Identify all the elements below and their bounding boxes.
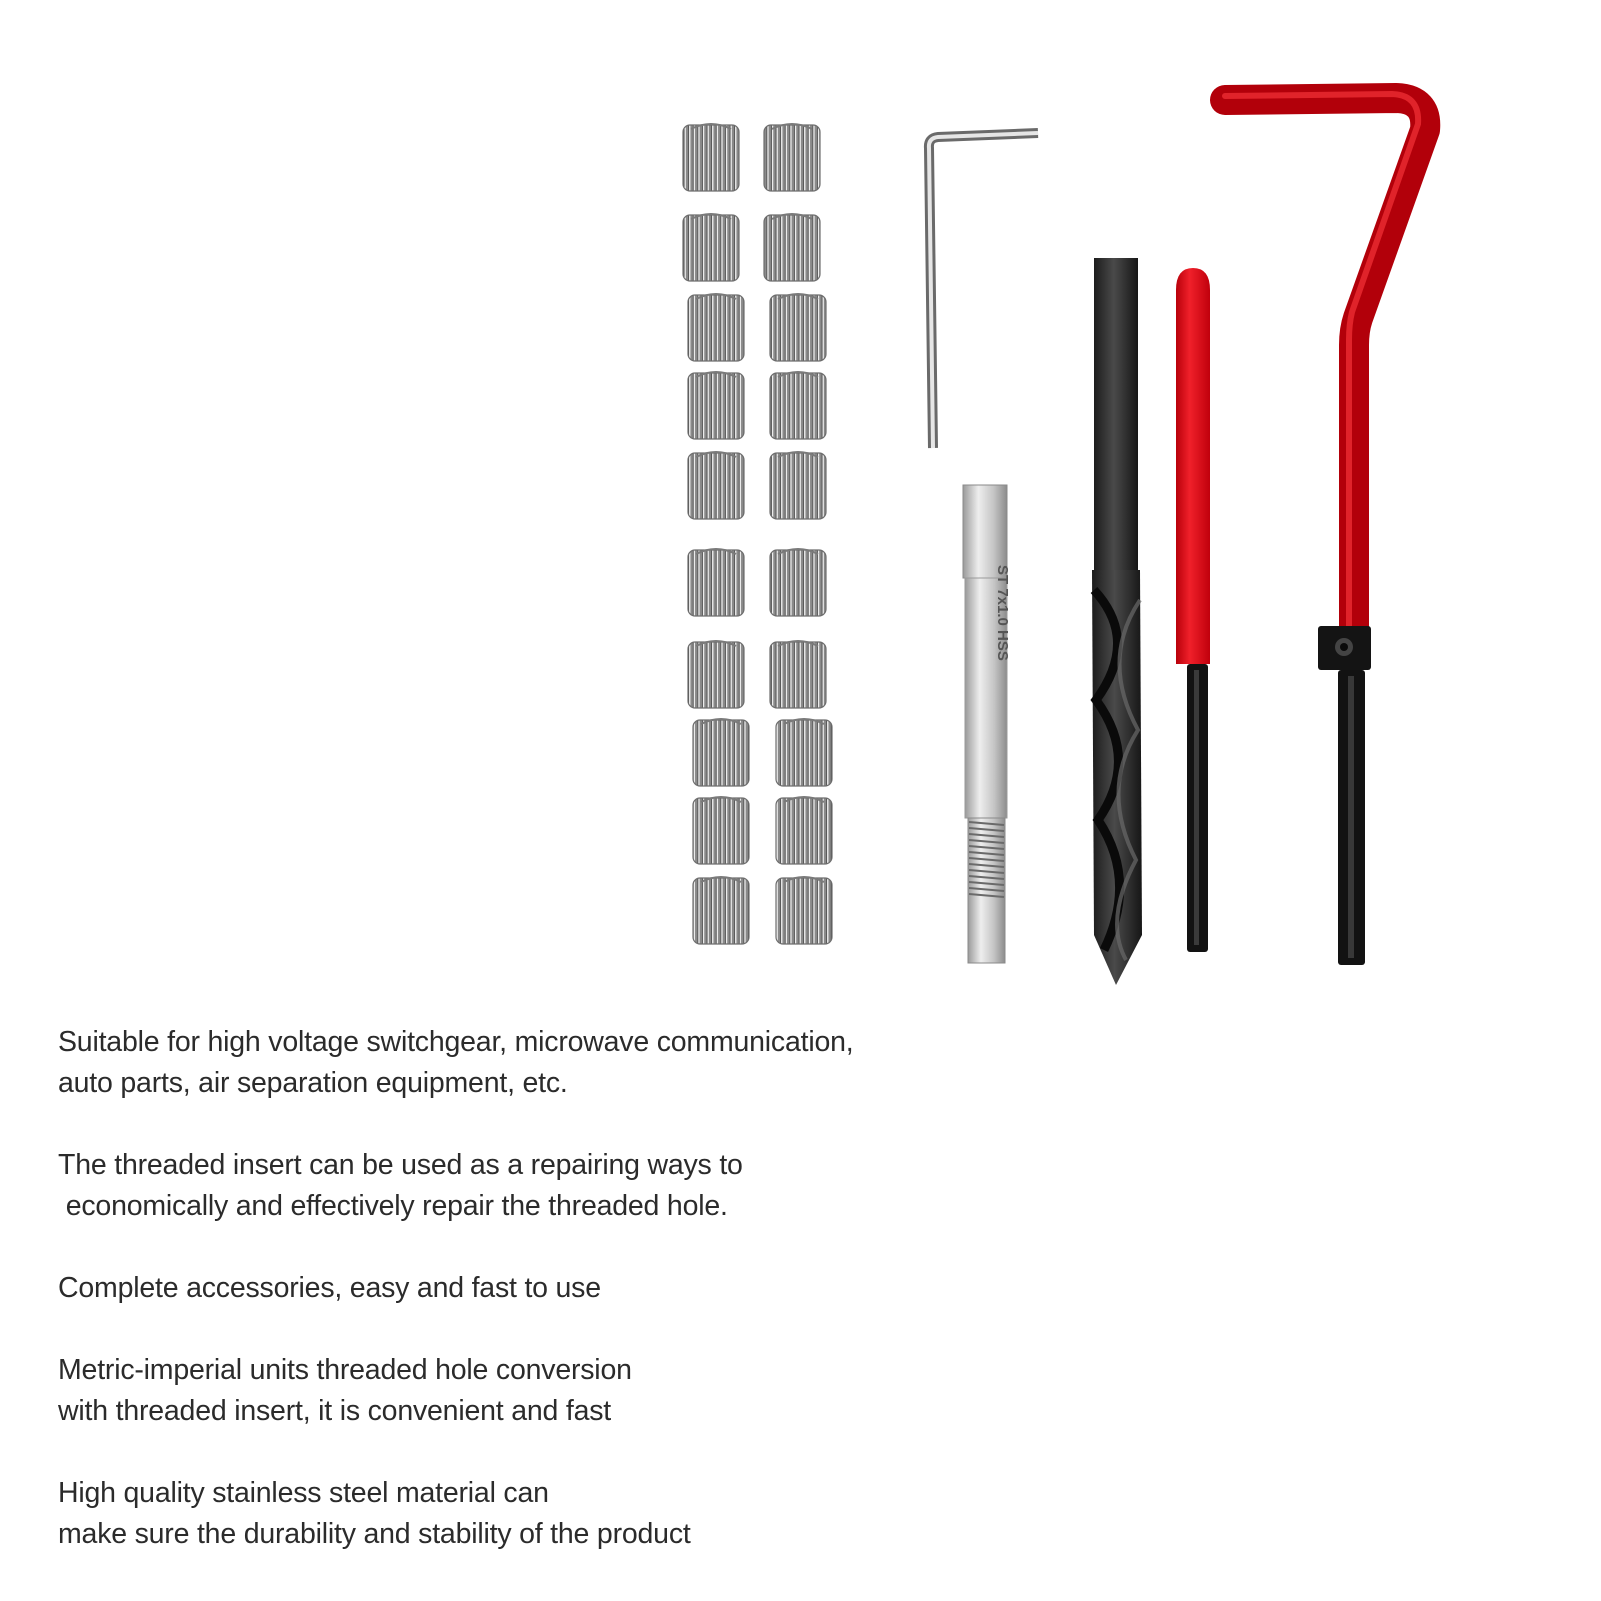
thread-insert-icon	[688, 452, 744, 519]
thread-insert-icon	[770, 294, 826, 361]
thread-insert-icon	[770, 452, 826, 519]
feature-item-applications	[58, 1022, 1158, 1104]
thread-insert-icon	[764, 124, 820, 191]
tap-marking-text: ST 7x1.0 HSS	[994, 565, 1011, 661]
feature-item-accessories	[58, 1268, 1158, 1309]
feature-item-repair	[58, 1145, 1158, 1227]
thread-insert-icon	[776, 719, 832, 786]
feature-text: economically and effectively repair the threaded hole.	[58, 1190, 728, 1222]
thread-insert-icon	[688, 549, 744, 616]
tang-break-tool-icon	[1176, 268, 1210, 952]
thread-insert-icon	[693, 719, 749, 786]
thread-insert-icon	[776, 797, 832, 864]
thread-insert-set	[683, 124, 832, 944]
feature-text: make sure the durability and stability of the product	[58, 1518, 691, 1550]
thread-insert-icon	[683, 214, 739, 281]
thread-tap-icon	[963, 485, 1011, 963]
feature-text: The threaded insert can be used as a repairing ways to	[58, 1149, 743, 1181]
thread-insert-icon	[688, 641, 744, 708]
hex-key-icon	[929, 133, 1038, 448]
thread-insert-icon	[688, 294, 744, 361]
feature-text: Suitable for high voltage switchgear, microwave communication,	[58, 1026, 854, 1058]
thread-insert-icon	[693, 797, 749, 864]
feature-text: Metric-imperial units threaded hole conversion	[58, 1354, 632, 1386]
drill-bit-icon	[1092, 258, 1142, 985]
thread-insert-icon	[770, 641, 826, 708]
feature-text: High quality stainless steel material can	[58, 1477, 549, 1509]
feature-list	[58, 1022, 1158, 1596]
thread-insert-icon	[770, 372, 826, 439]
thread-insert-icon	[683, 124, 739, 191]
feature-text: with threaded insert, it is convenient and fast	[58, 1395, 612, 1427]
feature-item-material	[58, 1473, 1158, 1555]
thread-insert-icon	[776, 877, 832, 944]
thread-insert-icon	[688, 372, 744, 439]
feature-text: Complete accessories, easy and fast to use	[58, 1272, 601, 1304]
feature-item-conversion	[58, 1350, 1158, 1432]
thread-insert-icon	[693, 877, 749, 944]
feature-text: auto parts, air separation equipment, etc.	[58, 1067, 568, 1099]
insert-installation-tool-icon	[1225, 94, 1425, 965]
thread-insert-icon	[764, 214, 820, 281]
thread-insert-icon	[770, 549, 826, 616]
